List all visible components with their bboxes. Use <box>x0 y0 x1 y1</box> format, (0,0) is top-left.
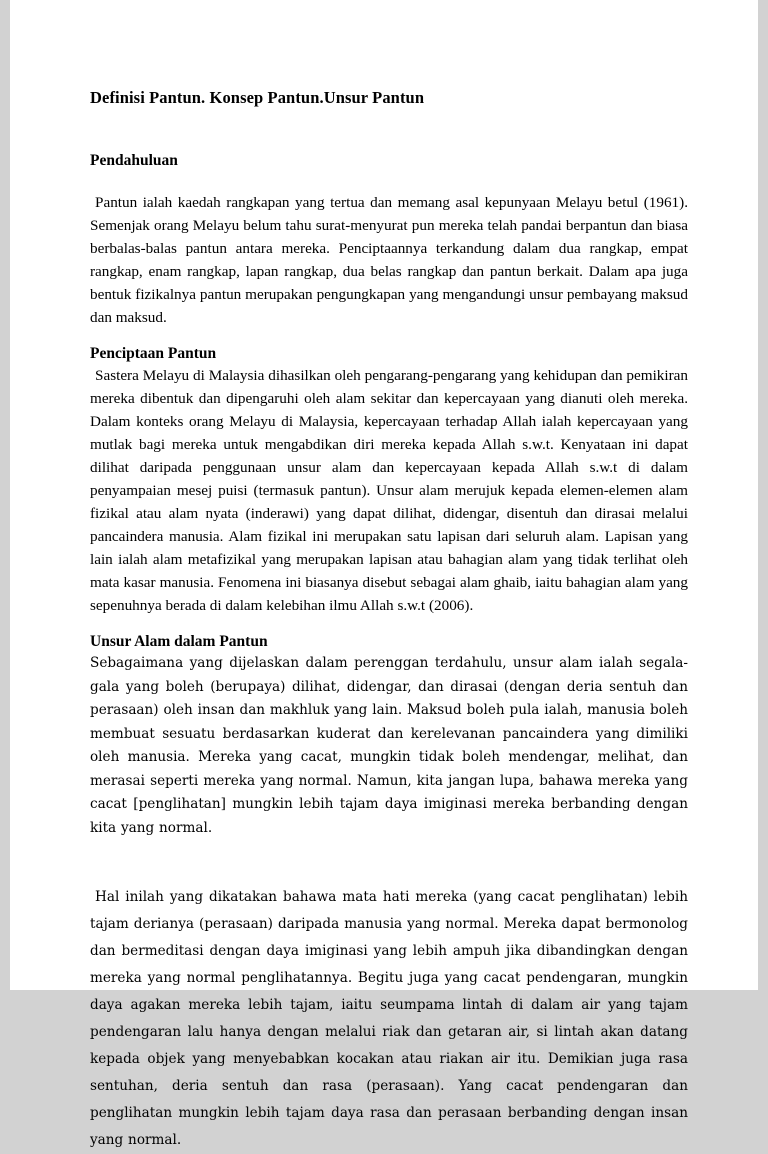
section-heading-penciptaan-pantun: Penciptaan Pantun <box>90 345 217 362</box>
section-heading-pendahuluan: Pendahuluan <box>90 152 178 169</box>
paragraph-unsur-alam-1: Sebagaimana yang dijelaskan dalam perenggan terdahulu, unsur alam ialah segala-gala yang boleh (berupaya) dilihat, didengar, dan dirasai (dengan deria sentuh dan perasaan) oleh insan dan makhluk yang lain. Maksud boleh pula ialah, manusia boleh membuat sesuatu berdasarkan kuderat dan kerelevanan pancaindera yang dimiliki oleh manusia. Mereka yang cacat, mungkin tidak boleh mendengar, melihat, dan merasai seperti mereka yang normal. Namun, kita jangan lupa, bahawa mereka yang cacat [penglihatan] mungkin lebih tajam daya imiginasi mereka berbanding dengan kita yang normal. <box>90 655 688 836</box>
document-page <box>10 0 758 1148</box>
paragraph-pendahuluan: Pantun ialah kaedah rangkapan yang tertua dan memang asal kepunyaan Melayu betul (1961). Semenjak orang Melayu belum tahu surat-menyurat pun mereka telah pandai berpantun dan biasa berbalas-balas pantun antara mereka. Penciptaannya terkandung dalam dua rangkap, empat rangkap, enam rangkap, lapan rangkap, dua belas rangkap dan pantun berkait. Dalam apa juga bentuk fizikalnya pantun merupakan pengungkapan yang mengandungi unsur pembayang maksud dan maksud. <box>90 194 688 326</box>
document-title: Definisi Pantun. Konsep Pantun.Unsur Pantun <box>90 88 425 107</box>
section-heading-unsur-alam-dalam-pantun: Unsur Alam dalam Pantun <box>90 633 268 650</box>
paragraph-unsur-alam-2: Hal inilah yang dikatakan bahawa mata hati mereka (yang cacat penglihatan) lebih tajam derianya (perasaan) daripada manusia yang normal. Mereka dapat bermonolog dan bermeditasi dengan daya imiginasi yang lebih ampuh jika dibandingkan dengan mereka yang normal penglihatannya. Begitu juga yang cacat pendengaran, mungkin daya agakan mereka lebih tajam, iaitu seumpama lintah di dalam air yang tajam pendengaran lalu hanya dengan melalui riak dan getaran air, si lintah akan datang kepada objek yang menyebabkan kocakan atau riakan air itu. Demikian juga rasa sentuhan, deria sentuh dan rasa (perasaan). Yang cacat pendengaran dan penglihatan mungkin lebih tajam daya rasa dan perasaan berbanding dengan insan yang normal. <box>90 889 688 1148</box>
paragraph-penciptaan-pantun: Sastera Melayu di Malaysia dihasilkan oleh pengarang-pengarang yang kehidupan dan pemikiran mereka dibentuk dan dipengaruhi oleh alam sekitar dan kepercayaan yang dianuti oleh mereka. Dalam konteks orang Melayu di Malaysia, kepercayaan terhadap Allah ialah kepercayaan yang mutlak bagi mereka untuk mengabdikan diri mereka kepada Allah s.w.t. Kenyataan ini dapat dilihat daripada penggunaan unsur alam dan kepercayaan kepada Allah s.w.t di dalam penyampaian mesej puisi (termasuk pantun). Unsur alam merujuk kepada elemen-elemen alam fizikal atau alam nyata (inderawi) yang dapat dilihat, didengar, disentuh dan dirasai melalui pancaindera manusia. Alam fizikal ini merupakan satu lapisan dari seluruh alam. Lapisan yang lain ialah alam metafizikal yang merupakan lapisan atau bahagian alam yang tidak terlihat oleh mata kasar manusia. Fenomena ini biasanya disebut sebagai alam ghaib, iaitu bahagian alam yang sepenuhnya berada di dalam kelebihan ilmu Allah s.w.t (2006). <box>90 367 688 614</box>
